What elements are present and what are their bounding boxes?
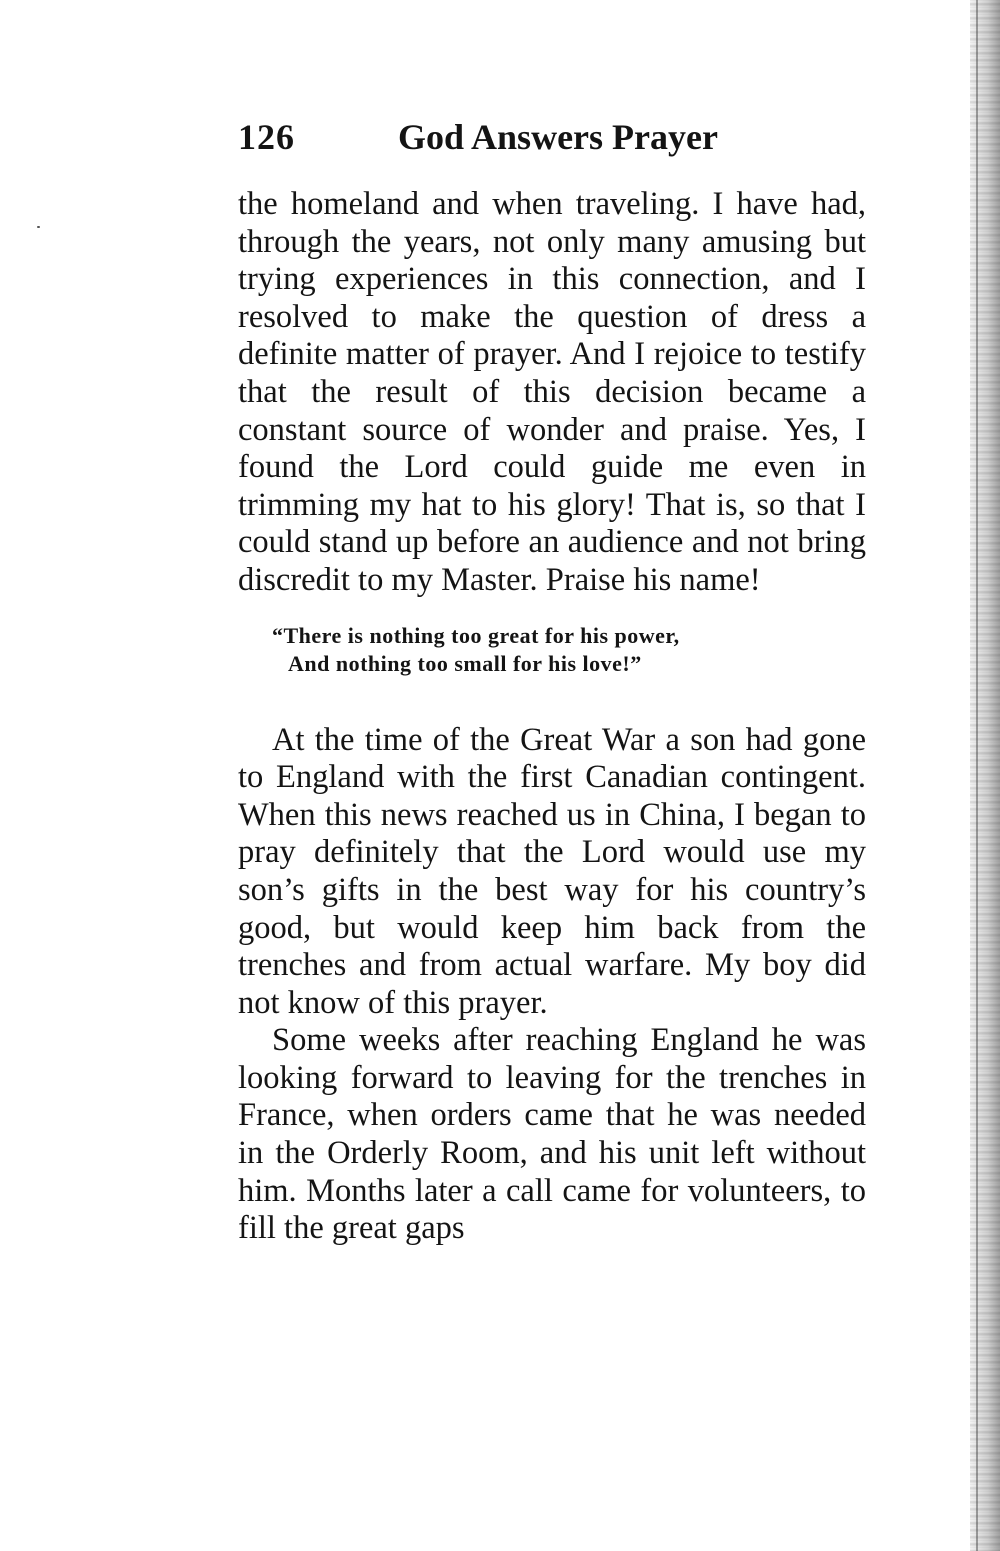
page-number: 126	[238, 117, 295, 157]
paragraph-dress-prayer: the homeland and when traveling. I have had, through the years, not only many amusing but trying experiences in this connection, and I resolved to make the question of dress a definite matter of prayer. And I rejoice to testify that the result of this decision became a constant source of wonder and praise. Yes, I found the Lord could guide me even in trimming my hat to his glory! That is, so that I could stand up before an audience and not bring discredit to my Master. Praise his name!	[238, 186, 866, 598]
page-edge-shadow	[970, 0, 1000, 1551]
quote-line-1: “There is nothing too great for his power,	[272, 622, 680, 648]
paragraph-orderly-room: Some weeks after reaching England he was looking forward to leaving for the trenches in France, when orders came that he was needed in the Orderly Room, and his unit left without him. Months later a call came for volunteers, to fill the great gaps	[238, 1022, 866, 1247]
verse-quote	[272, 622, 866, 678]
paragraph-great-war: At the time of the Great War a son had gone to England with the first Canadian contingent. When this news reached us in China, I began to pray definitely that the Lord would use my son’s gifts in the best way for his country’s good, but would keep him back from the trenches and from actual warfare. My boy did not know of this prayer.	[238, 721, 866, 1021]
scan-speck	[37, 226, 40, 228]
page-edge-line	[976, 0, 978, 1551]
body-text	[238, 186, 866, 1248]
running-head	[238, 112, 868, 162]
quote-line-2: And nothing too small for his love!”	[288, 650, 642, 676]
running-title: God Answers Prayer	[398, 117, 718, 157]
